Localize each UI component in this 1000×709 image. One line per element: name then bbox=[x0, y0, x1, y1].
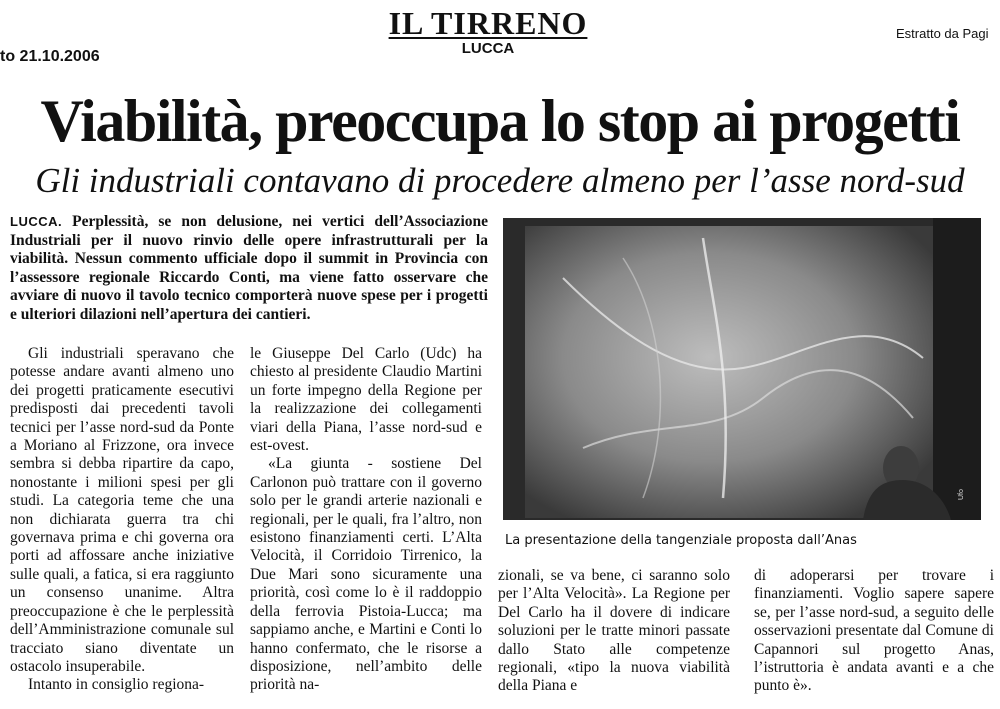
source-label: Estratto da Pagi bbox=[896, 26, 989, 41]
photo-scene bbox=[503, 218, 981, 520]
column-2-paragraph-2: «La giunta - sostiene Del Carlonon può trattare con il governo solo per le grandi arterie nazionali e regionali, per le quali, fra l’altro, non esistono finanziamenti certi. L’Alta Velocità, il Corridoio Tirrenico, la Due Mari sono sicuramente una priorità, così come lo è il raddoppio della ferrovia Pistoia-Lucca; ma sappiamo anche, e Martini e Conti lo hanno confermato, che le risorse a disposizione, nell’ambito delle priorità na- bbox=[250, 455, 482, 694]
masthead-city: LUCCA bbox=[461, 40, 515, 57]
text-column-2 bbox=[250, 345, 482, 695]
photo-caption: La presentazione della tangenziale proposta dall’Anas bbox=[505, 533, 857, 548]
masthead bbox=[372, 6, 604, 57]
masthead-title: IL TIRRENO bbox=[388, 5, 588, 41]
article-photo bbox=[503, 218, 981, 520]
text-column-1 bbox=[10, 345, 234, 695]
publication-date: to 21.10.2006 bbox=[0, 48, 100, 65]
column-3-paragraph-1: zionali, se va bene, ci saranno solo per l’Alta Velocità». La Regione per Del Carlo ha il dovere di indicare soluzioni per le tratte minori passate dallo Stato alle competenze regionali, «tipo la nuova viabilità della Piana e bbox=[498, 567, 730, 695]
headline: Viabilità, preoccupa lo stop ai progetti bbox=[40, 88, 960, 154]
lead-location: LUCCA. bbox=[10, 214, 63, 229]
photo-credit: Ufo bbox=[958, 489, 965, 500]
column-2-paragraph-1: le Giuseppe Del Carlo (Udc) ha chiesto al presidente Claudio Martini un forte impegno della Regione per la realizzazione dei collegamenti viari della Piana, l’asse nord-sud e est-ovest. bbox=[250, 345, 482, 455]
text-column-4 bbox=[754, 567, 994, 696]
subheadline: Gli industriali contavano di procedere almeno per l’asse nord-sud bbox=[35, 161, 965, 200]
lead-paragraph bbox=[10, 213, 488, 324]
lead-text: Perplessità, se non delusione, nei vertici dell’Associazione Industriali per il nuovo rinvio delle opere infrastrutturali per la viabilità. Nessun commento ufficiale dopo il summit in Provincia con l’assessore regionale Riccardo Conti, ma viene fatto osservare che avviare di nuovo il tavolo tecnico comporterà nuove spese per i progetti e ulteriori dilazioni nell’apertura dei cantieri. bbox=[10, 213, 489, 323]
column-1-paragraph-1: Gli industriali speravano che potesse andare avanti almeno uno dei progetti praticamente esecutivi predisposti dai precedenti tavoli tecnici per l’asse nord-sud da Ponte a Moriano al Frizzone, ora invece sembra si debba ripartire da capo, nonostante i milioni spesi per gli studi. La categoria teme che una non dichiarata guerra tra chi governava prima e chi governa ora porti ad affossare anche iniziative sulle quali, a fatica, si era raggiunto un consenso unanime. Altra preoccupazione è che le perplessità dell’Amministrazione comunale sul tracciato siano diventate un ostacolo insuperabile. bbox=[10, 345, 234, 675]
column-1-paragraph-2: Intanto in consiglio regiona- bbox=[28, 676, 205, 694]
text-column-3 bbox=[498, 567, 730, 696]
column-4-paragraph-1: di adoperarsi per trovare i finanziamenti. Voglio sapere sapere se, per l’asse nord-sud, a seguito delle osservazioni presentate dal Comune di Capannori sul progetto Anas, l’istruttoria è andata avanti e a che punto è». bbox=[754, 567, 994, 695]
